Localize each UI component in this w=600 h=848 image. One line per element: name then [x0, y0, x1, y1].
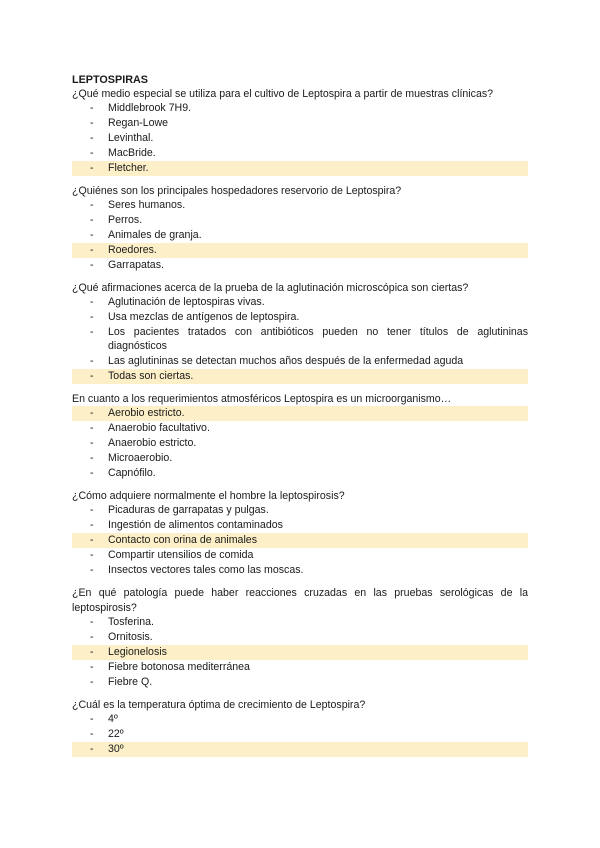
answer-item-correct	[72, 243, 528, 258]
answer-item	[72, 258, 528, 273]
bullet-dash: -	[90, 296, 94, 309]
answer-text: Usa mezclas de antígenos de leptospira.	[108, 310, 300, 323]
bullet-dash: -	[90, 258, 94, 271]
bullet-dash: -	[90, 116, 94, 129]
question-block-4	[72, 392, 528, 481]
bullet-dash: -	[90, 519, 94, 532]
bullet-dash: -	[90, 728, 94, 741]
question-block-2	[72, 184, 528, 273]
question-block-7	[72, 698, 528, 757]
question-text: ¿Quiénes son los principales hospedadores reservorio de Leptospira?	[72, 185, 402, 198]
answer-item-correct	[72, 533, 528, 548]
bullet-dash: -	[90, 199, 94, 212]
answer-list	[72, 503, 528, 578]
answer-list	[72, 615, 528, 690]
answer-item	[72, 101, 528, 116]
bullet-dash: -	[90, 675, 94, 688]
answer-text: Tosferina.	[108, 616, 154, 629]
answer-text: Perros.	[108, 213, 143, 226]
answer-text: Microaerobio.	[108, 451, 173, 464]
question-text: ¿Qué medio especial se utiliza para el cultivo de Leptospira a partir de muestras clínicas?	[72, 88, 494, 100]
page-title: LEPTOSPIRAS	[72, 74, 148, 86]
answer-text: 22º	[108, 728, 124, 741]
answer-text: Levinthal.	[108, 131, 154, 144]
answer-text: 30º	[108, 743, 124, 756]
answer-list	[72, 101, 528, 176]
answer-item	[72, 295, 528, 310]
answer-text: Fletcher.	[108, 161, 149, 174]
bullet-dash: -	[90, 616, 94, 629]
answer-item	[72, 310, 528, 325]
answer-text: Garrapatas.	[108, 258, 164, 271]
question-text: ¿Qué afirmaciones acerca de la prueba de la aglutinación microscópica son ciertas?	[72, 282, 469, 295]
answer-item	[72, 421, 528, 436]
question-text: ¿Cuál es la temperatura óptima de crecimiento de Leptospira?	[72, 699, 366, 712]
bullet-dash: -	[90, 369, 94, 382]
answer-item	[72, 146, 528, 161]
answer-item	[72, 630, 528, 645]
question-text: En cuanto a los requerimientos atmosféricos Leptospira es un microorganismo…	[72, 393, 452, 406]
bullet-dash: -	[90, 563, 94, 576]
bullet-dash: -	[90, 228, 94, 241]
bullet-dash: -	[90, 534, 94, 547]
answer-text: Las aglutininas se detectan muchos años después de la enfermedad aguda	[108, 354, 464, 367]
bullet-dash: -	[90, 213, 94, 226]
answer-text: Regan-Lowe	[108, 116, 169, 129]
answer-text: Roedores.	[108, 243, 157, 256]
answer-item-correct	[72, 161, 528, 176]
answer-item	[72, 675, 528, 690]
answer-item-correct	[72, 742, 528, 757]
bullet-dash: -	[90, 310, 94, 323]
answer-text: Todas son ciertas.	[108, 369, 194, 382]
answer-list	[72, 295, 528, 384]
answer-item	[72, 466, 528, 481]
bullet-dash: -	[90, 243, 94, 256]
answer-text: Animales de granja.	[108, 228, 202, 241]
bullet-dash: -	[90, 646, 94, 659]
answer-text: Insectos vectores tales como las moscas.	[108, 563, 304, 576]
answer-item	[72, 615, 528, 630]
answer-text: Ingestión de alimentos contaminados	[108, 519, 283, 532]
answer-item-correct	[72, 645, 528, 660]
bullet-dash: -	[90, 451, 94, 464]
bullet-dash: -	[90, 631, 94, 644]
bullet-dash: -	[90, 422, 94, 435]
bullet-dash: -	[90, 548, 94, 561]
answer-text: Fiebre botonosa mediterránea	[108, 660, 250, 673]
answer-item	[72, 503, 528, 518]
bullet-dash: -	[90, 325, 94, 338]
answer-text: Anaerobio facultativo.	[108, 422, 210, 435]
answer-item	[72, 660, 528, 675]
answer-item	[72, 131, 528, 146]
answer-text: Capnófilo.	[108, 466, 156, 479]
question-block-5	[72, 489, 528, 578]
answer-list	[72, 712, 528, 757]
answer-text: Ornitosis.	[108, 631, 153, 644]
answer-text: Contacto con orina de animales	[108, 534, 257, 547]
answer-item	[72, 436, 528, 451]
bullet-dash: -	[90, 660, 94, 673]
answer-item	[72, 325, 528, 354]
answer-item	[72, 198, 528, 213]
question-block-6	[72, 586, 528, 690]
answer-list	[72, 406, 528, 481]
answer-item	[72, 354, 528, 369]
bullet-dash: -	[90, 407, 94, 420]
answer-text: Legionelosis	[108, 646, 167, 659]
bullet-dash: -	[90, 466, 94, 479]
answer-text: Aglutinación de leptospiras vivas.	[108, 296, 265, 309]
bullet-dash: -	[90, 437, 94, 449]
question-text: ¿Cómo adquiere normalmente el hombre la leptospirosis?	[72, 490, 345, 503]
bullet-dash: -	[90, 713, 94, 726]
bullet-dash: -	[90, 354, 94, 367]
question-text: ¿En qué patología puede haber reacciones cruzadas en las pruebas serológicas de la leptospirosis?	[72, 587, 528, 614]
answer-item	[72, 518, 528, 533]
answer-text: Fiebre Q.	[108, 675, 153, 688]
bullet-dash: -	[90, 102, 94, 114]
answer-item-correct	[72, 369, 528, 384]
question-block-3	[72, 281, 528, 384]
answer-item	[72, 712, 528, 727]
answer-item	[72, 451, 528, 466]
answer-text: Anaerobio estricto.	[108, 437, 197, 449]
answer-text: 4º	[108, 713, 118, 726]
answer-text: Picaduras de garrapatas y pulgas.	[108, 504, 269, 517]
answer-text: MacBride.	[108, 146, 156, 159]
answer-list	[72, 198, 528, 273]
answer-item-correct	[72, 406, 528, 421]
bullet-dash: -	[90, 131, 94, 144]
answer-text: Seres humanos.	[108, 199, 186, 212]
answer-text: Aerobio estricto.	[108, 407, 185, 420]
answer-item	[72, 213, 528, 228]
answer-text: Compartir utensilios de comida	[108, 548, 254, 561]
answer-item	[72, 116, 528, 131]
answer-item	[72, 727, 528, 742]
bullet-dash: -	[90, 504, 94, 517]
bullet-dash: -	[90, 146, 94, 159]
bullet-dash: -	[90, 161, 94, 174]
answer-text: Los pacientes tratados con antibióticos pueden no tener títulos de aglutininas diagnósticos	[108, 325, 528, 353]
answer-text: Middlebrook 7H9.	[108, 102, 192, 114]
answer-item	[72, 228, 528, 243]
document-content	[72, 73, 528, 766]
answer-item	[72, 548, 528, 563]
bullet-dash: -	[90, 743, 94, 756]
question-block-1	[72, 87, 528, 176]
answer-item	[72, 563, 528, 578]
